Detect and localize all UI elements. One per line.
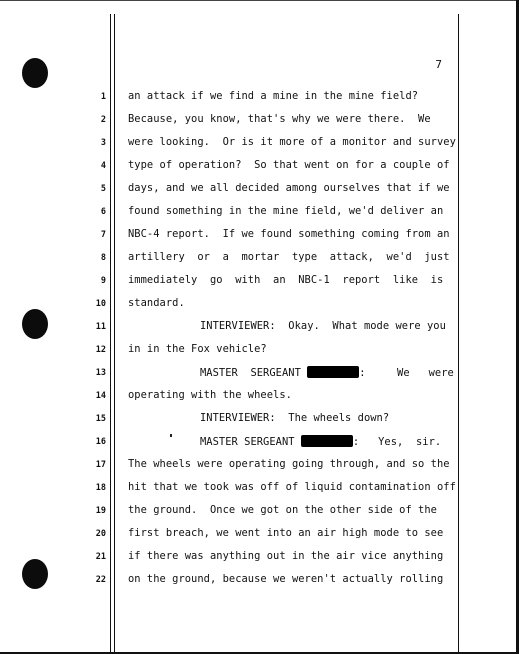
transcript-line: type of operation? So that went on for a couple of <box>128 159 450 171</box>
line-number: 3 <box>100 138 106 148</box>
punch-hole <box>22 58 48 88</box>
transcript-line: on the ground, because we weren't actually rolling <box>128 573 444 585</box>
line-number: 22 <box>95 575 106 585</box>
line-number: 7 <box>100 230 106 240</box>
redaction-bar <box>301 435 353 447</box>
punch-hole <box>22 559 48 589</box>
speaker-text: : We were <box>359 367 454 379</box>
line-number: 18 <box>95 483 106 493</box>
scan-speck <box>170 434 172 437</box>
line-number: 5 <box>100 184 106 194</box>
line-number: 10 <box>95 299 106 309</box>
line-number: 9 <box>100 276 106 286</box>
line-number: 14 <box>95 391 106 401</box>
line-number: 15 <box>95 414 106 424</box>
punch-hole <box>22 309 48 339</box>
transcript-line: INTERVIEWER: Okay. What mode were you <box>200 320 446 332</box>
transcript-line: hit that we took was off of liquid contamination off <box>128 481 456 493</box>
transcript-line <box>200 435 441 448</box>
transcript-line: INTERVIEWER: The wheels down? <box>200 412 390 424</box>
transcript-line: days, and we all decided among ourselves that if we <box>128 182 450 194</box>
page-number: 7 <box>435 58 442 71</box>
line-number: 2 <box>100 115 106 125</box>
transcript-line: The wheels were operating going through, and so the <box>128 458 450 470</box>
line-number: 12 <box>95 345 106 355</box>
transcript-line: in in the Fox vehicle? <box>128 343 267 355</box>
line-number: 4 <box>100 161 106 171</box>
line-number: 11 <box>95 322 106 332</box>
transcript-line: standard. <box>128 297 185 309</box>
line-number: 16 <box>95 437 106 447</box>
scan-edge-top <box>0 0 519 1</box>
line-number: 6 <box>100 207 106 217</box>
right-margin-rule <box>458 14 459 652</box>
transcript-line: operating with the wheels. <box>128 389 292 401</box>
speaker-text: : Yes, sir. <box>352 436 442 448</box>
transcript-line: found something in the mine field, we'd deliver an <box>128 205 444 217</box>
transcript-line: an attack if we find a mine in the mine field? <box>128 90 419 102</box>
transcript-line: the ground. Once we got on the other side of the <box>128 504 437 516</box>
transcript-line: immediately go with an NBC-1 report like is <box>128 274 444 286</box>
line-number: 21 <box>95 552 106 562</box>
transcript-line <box>200 366 454 379</box>
speaker-label: MASTER SERGEANT <box>200 436 295 448</box>
left-margin-rule <box>110 14 111 652</box>
speaker-label: MASTER SERGEANT <box>200 367 301 379</box>
line-number: 1 <box>100 92 106 102</box>
redaction-bar <box>307 366 359 378</box>
left-margin-rule <box>114 14 115 652</box>
transcript-line: Because, you know, that's why we were there. We <box>128 113 431 125</box>
transcript-line: NBC-4 report. If we found something coming from an <box>128 228 450 240</box>
transcript-line: were looking. Or is it more of a monitor and survey <box>128 136 456 148</box>
transcript-line: artillery or a mortar type attack, we'd just <box>128 251 450 263</box>
line-number: 19 <box>95 506 106 516</box>
transcript-line: if there was anything out in the air vice anything <box>128 550 444 562</box>
line-number: 8 <box>100 253 106 263</box>
line-number: 20 <box>95 529 106 539</box>
line-number: 17 <box>95 460 106 470</box>
line-number: 13 <box>95 368 106 378</box>
transcript-line: first breach, we went into an air high mode to see <box>128 527 444 539</box>
